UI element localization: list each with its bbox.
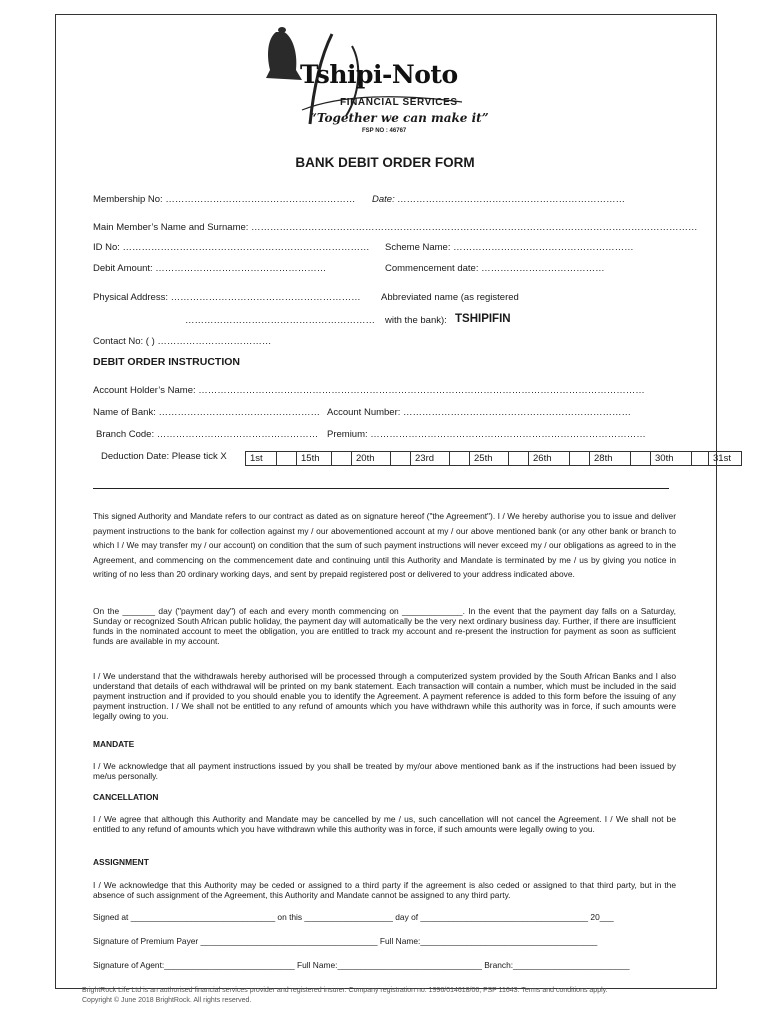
payment-day-paragraph: On the _______ day ("payment day") of each and every month commencing on _____________. In the event that the payment day falls on a Saturday, Sunday or recognized South African public holiday, the payment day will automatically be the very next ordinary business day. Further, if there are insufficient funds in the nominated account to meet the obligation, you are entitled to track my account and re-present the instruction for payment as soon as sufficient funds are available in my account.: [93, 606, 676, 646]
section-divider: [93, 488, 669, 489]
main-member-field[interactable]: Main Member’s Name and Surname: ……………………………………………………………………………………………………………………………: [93, 222, 698, 233]
account-holder-field[interactable]: Account Holder’s Name: ……………………………………………………………………………………………………………………………: [93, 385, 645, 396]
branch-code-field[interactable]: Branch Code: ……………………………………………: [96, 429, 319, 440]
abbreviated-name-label: Abbreviated name (as registered: [381, 292, 519, 303]
commencement-date-field[interactable]: Commencement date: …………………………………: [385, 263, 605, 274]
contact-no-field[interactable]: Contact No: ( ) ………………………………: [93, 336, 272, 347]
footer-copyright: Copyright © June 2018 BrightRock. All rights reserved.: [82, 997, 252, 1004]
signed-at-line[interactable]: Signed at _______________________________ on this ___________________ day of ____________________________________ 20___: [93, 912, 614, 922]
debit-order-heading: DEBIT ORDER INSTRUCTION: [93, 356, 240, 368]
form-title: BANK DEBIT ORDER FORM: [295, 155, 475, 170]
scheme-name-field[interactable]: Scheme Name: …………………………………………………: [385, 242, 634, 253]
deduction-date-option[interactable]: 28th: [589, 451, 631, 466]
logo-fsp-number: FSP NO : 46767: [362, 128, 407, 134]
deduction-date-option[interactable]: 25th: [469, 451, 509, 466]
physical-address-line2[interactable]: ……………………………………………………: [185, 315, 375, 326]
tick-box[interactable]: [508, 451, 529, 466]
premium-payer-signature-line[interactable]: Signature of Premium Payer ______________________________________ Full Name:______________________________________: [93, 936, 598, 946]
id-no-field[interactable]: ID No: ……………………………………………………………………: [93, 242, 370, 253]
deduction-date-option[interactable]: 23rd: [410, 451, 450, 466]
logo-name: Tshipi-Noto: [300, 60, 458, 89]
date-field[interactable]: Date: ………………………………………………………………: [372, 194, 626, 205]
footer-disclaimer: BrightRock Life Ltd is an authorised financial services provider and registered insurer. Company registration no: 1996/014618/06, FSP 11643. Terms and conditions apply.: [82, 987, 608, 994]
tick-box[interactable]: [331, 451, 352, 466]
deduction-date-option[interactable]: 15th: [296, 451, 332, 466]
assignment-paragraph: I / We acknowledge that this Authority may be ceded or assigned to a third party if the agreement is also ceded or assigned to that third party, but in the absence of such assignment of the Agreement, this Authority and Mandate cannot be assigned to any third party.: [93, 880, 676, 900]
deduction-date-label: Deduction Date: Please tick X: [101, 451, 227, 462]
with-bank-label: with the bank):: [385, 315, 447, 326]
deduction-date-option[interactable]: 20th: [351, 451, 391, 466]
cancellation-heading: CANCELLATION: [93, 792, 159, 802]
deduction-date-option[interactable]: 26th: [528, 451, 570, 466]
physical-address-field[interactable]: Physical Address: ……………………………………………………: [93, 292, 361, 303]
authority-paragraph: This signed Authority and Mandate refers to our contract as dated as on signature hereof ("the Agreement"). I / We hereby authorise you to issue and deliver payment instructions to the bank for collection against my / our abovementioned account at my / our above mentioned bank (or any other bank or branch to which I / We may transfer my / our account) on condition that the sum of such payment instructions will never exceed my / our obligations as agreed to in the Agreement, and commencing on the commencement date and continuing until this Authority and Mandate is terminated by me / us by giving you notice in writing of no less than 20 ordinary working days, and sent by prepaid registered post or delivered to your address indicated above.: [93, 511, 676, 579]
tick-box[interactable]: [390, 451, 411, 466]
deduction-date-option[interactable]: 30th: [650, 451, 692, 466]
membership-no-field[interactable]: Membership No: ……………………………………………………: [93, 194, 356, 205]
tick-box[interactable]: [276, 451, 297, 466]
company-logo: [262, 24, 492, 136]
tick-box[interactable]: [630, 451, 651, 466]
mandate-heading: MANDATE: [93, 739, 135, 749]
deduction-date-options: [245, 451, 741, 466]
cancellation-paragraph: I / We agree that although this Authority and Mandate may be cancelled by me / us, such cancellation will not cancel the Agreement. I / We shall not be entitled to any refund of amounts which you have withdrawn while this authority was in force, if such amounts were legally owing to you.: [93, 814, 676, 834]
bank-name-field[interactable]: Name of Bank: ……………………………………………: [93, 407, 320, 418]
premium-field[interactable]: Premium: ……………………………………………………………………………: [327, 429, 646, 440]
mandate-paragraph: I / We acknowledge that all payment instructions issued by you shall be treated by my/our above mentioned bank as if the instructions had been issued by me/us personally.: [93, 761, 676, 781]
with-bank-value: TSHIPIFIN: [455, 313, 511, 325]
withdrawals-paragraph: I / We understand that the withdrawals hereby authorised will be processed through a computerized system provided by the South African Banks and I also understand that details of each withdrawal will be printed on my bank statement. Each transaction will contain a number, which must be included in the said payment instruction and if provided to you should enable you to identify the Agreement. A payment reference is added to this form before the issuing of any payment instruction. I / We shall not be entitled to any refund of amounts which you have withdrawn while this authority was in force, if such amounts were legally owing to you.: [93, 671, 676, 721]
tick-box[interactable]: [449, 451, 470, 466]
logo-subtitle: FINANCIAL SERVICES: [340, 97, 458, 108]
agent-signature-line[interactable]: Signature of Agent:____________________________ Full Name:_______________________________ Branch:_________________________: [93, 960, 630, 970]
tick-box[interactable]: [569, 451, 590, 466]
assignment-heading: ASSIGNMENT: [93, 857, 149, 867]
deduction-date-option[interactable]: 31st: [708, 451, 742, 466]
deduction-date-option[interactable]: 1st: [245, 451, 277, 466]
logo-tagline: “Together we can make it”: [310, 111, 489, 125]
debit-amount-field[interactable]: Debit Amount: ………………………………………………: [93, 263, 327, 274]
tick-box[interactable]: [691, 451, 709, 466]
account-number-field[interactable]: Account Number: ………………………………………………………………: [327, 407, 632, 418]
